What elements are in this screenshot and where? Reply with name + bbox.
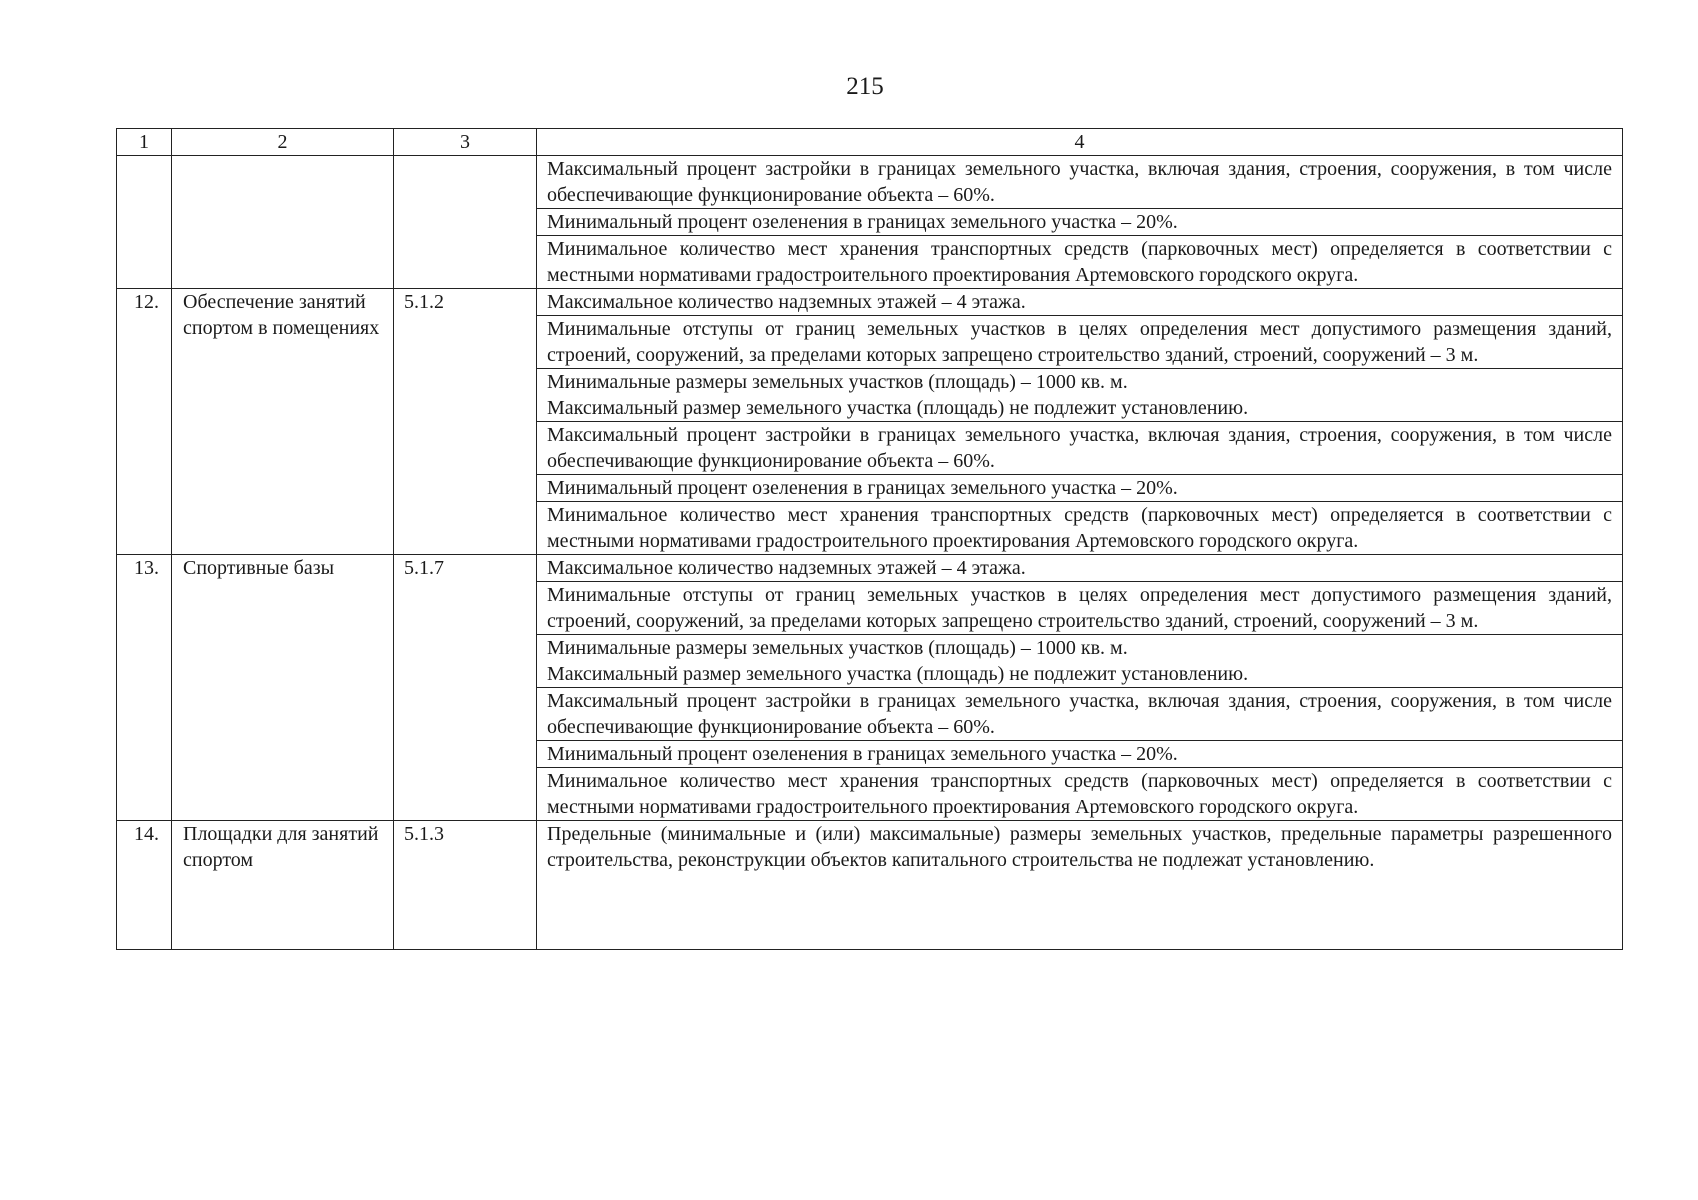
parameter-text: Минимальные размеры земельных участков (площадь) – 1000 кв. м. [547,371,1128,393]
parameter-text: Минимальные размеры земельных участков (площадь) – 1000 кв. м. [547,637,1128,659]
column-header-1: 1 [117,129,172,156]
use-code-cell: 5.1.2 [394,289,537,555]
table-row [117,156,1623,209]
parameter-text: Минимальный процент озеленения в границах земельного участка – 20%. [547,211,1178,233]
parameter-cell [537,289,1623,316]
parameter-text: Максимальный размер земельного участка (площадь) не подлежит установлению. [547,397,1249,419]
page-number: 215 [846,73,884,100]
parameter-cell [537,369,1623,422]
use-code-cell: 5.1.7 [394,555,537,821]
parameter-text: Минимальные отступы от границ земельных участков в целях определения мест допустимого размещения зданий, строений, сооружений, за пределами которых запрещено строительство зданий, строений, сооружений – 3 м. [547,318,1612,366]
parameter-text: Максимальное количество надземных этажей – 4 этажа. [547,291,1026,313]
use-code-cell: 5.1.3 [394,821,537,950]
permitted-use-name-cell: Спортивные базы [172,555,394,821]
parameter-text: Минимальное количество мест хранения транспортных средств (парковочных мест) определяется в соответствии с местными нормативами градостроительного проектирования Артемовского городского округа. [547,238,1612,286]
parameter-text: Максимальный процент застройки в границах земельного участка, включая здания, строения, сооружения, в том числе обеспечивающие функционирование объекта – 60%. [547,158,1612,206]
parameter-cell [537,156,1623,209]
table-header-row [117,129,1623,156]
parameter-text: Максимальный процент застройки в границах земельного участка, включая здания, строения, сооружения, в том числе обеспечивающие функционирование объекта – 60%. [547,690,1612,738]
parameter-cell [537,475,1623,502]
parameter-cell [537,635,1623,688]
row-number-cell: 14. [117,821,172,950]
land-use-regulations-table [116,128,1623,950]
parameter-text: Минимальные отступы от границ земельных участков в целях определения мест допустимого размещения зданий, строений, сооружений, за пределами которых запрещено строительство зданий, строений, сооружений – 3 м. [547,584,1612,632]
use-code-cell [394,156,537,289]
parameter-text: Минимальное количество мест хранения транспортных средств (парковочных мест) определяется в соответствии с местными нормативами градостроительного проектирования Артемовского городского округа. [547,770,1612,818]
table-row [117,555,1623,582]
parameter-cell [537,422,1623,475]
parameter-cell [537,209,1623,236]
parameter-cell [537,741,1623,768]
permitted-use-name-cell: Площадки для занятий спортом [172,821,394,950]
row-number-cell [117,156,172,289]
row-number-cell: 13. [117,555,172,821]
parameter-text: Максимальный процент застройки в границах земельного участка, включая здания, строения, сооружения, в том числе обеспечивающие функционирование объекта – 60%. [547,424,1612,472]
parameter-cell [537,555,1623,582]
parameter-cell [537,688,1623,741]
parameter-cell [537,236,1623,289]
parameter-cell [537,768,1623,821]
row-number-cell: 12. [117,289,172,555]
parameter-cell [537,821,1623,950]
column-header-2: 2 [172,129,394,156]
table-row [117,821,1623,950]
parameter-text: Максимальный размер земельного участка (площадь) не подлежит установлению. [547,663,1249,685]
parameter-text: Максимальное количество надземных этажей – 4 этажа. [547,557,1026,579]
parameter-cell [537,502,1623,555]
column-header-3: 3 [394,129,537,156]
parameter-cell [537,316,1623,369]
table-row [117,289,1623,316]
permitted-use-name-cell: Обеспечение занятий спортом в помещениях [172,289,394,555]
parameter-text: Минимальный процент озеленения в границах земельного участка – 20%. [547,743,1178,765]
parameter-cell [537,582,1623,635]
parameter-text: Минимальное количество мест хранения транспортных средств (парковочных мест) определяется в соответствии с местными нормативами градостроительного проектирования Артемовского городского округа. [547,504,1612,552]
column-header-4: 4 [537,129,1623,156]
parameter-text: Минимальный процент озеленения в границах земельного участка – 20%. [547,477,1178,499]
permitted-use-name-cell [172,156,394,289]
parameter-text: Предельные (минимальные и (или) максимальные) размеры земельных участков, предельные параметры разрешенного строительства, реконструкции объектов капитального строительства не подлежат установлению. [547,823,1612,871]
